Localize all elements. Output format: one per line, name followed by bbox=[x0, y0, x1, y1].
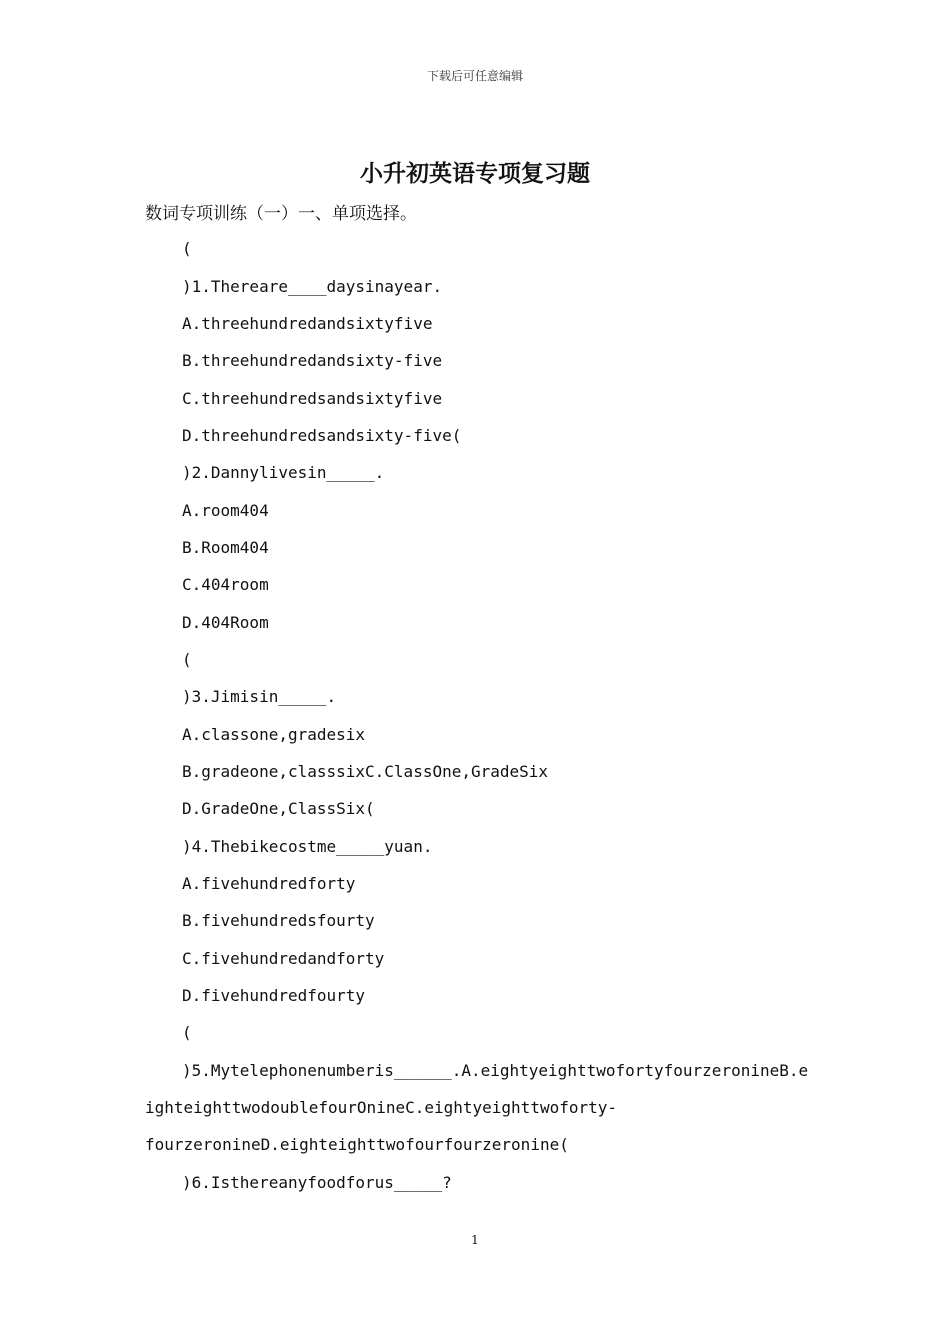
question-3-stem: )3.Jimisin_____. bbox=[182, 687, 337, 706]
question-5-line-1: )5.Mytelephonenumberis______.A.eightyeighttwofortyfourzeronineB.e bbox=[182, 1061, 809, 1080]
question-4-option-d: D.fivehundredfourty bbox=[182, 986, 366, 1005]
question-2-option-c: C.404room bbox=[182, 575, 269, 594]
question-3-option-b-c: B.gradeone,classsixC.ClassOne,GradeSix bbox=[182, 762, 549, 781]
question-1-option-d: D.threehundredsandsixty-five( bbox=[182, 426, 462, 445]
question-1-stem: )1.Thereare____daysinayear. bbox=[182, 277, 443, 296]
question-2-stem: )2.Dannylivesin_____. bbox=[182, 463, 385, 482]
question-4-option-b: B.fivehundredsfourty bbox=[182, 911, 375, 930]
question-open-paren: ( bbox=[182, 1023, 192, 1042]
question-open-paren: ( bbox=[182, 239, 192, 258]
question-5-line-3: fourzeronineD.eighteighttwofourfourzeronine( bbox=[145, 1135, 569, 1154]
question-1-option-a: A.threehundredandsixtyfive bbox=[182, 314, 433, 333]
question-2-option-a: A.room404 bbox=[182, 501, 269, 520]
question-4-option-a: A.fivehundredforty bbox=[182, 874, 356, 893]
question-4-stem: )4.Thebikecostme_____yuan. bbox=[182, 837, 433, 856]
question-3-option-d: D.GradeOne,ClassSix( bbox=[182, 799, 375, 818]
question-1-option-b: B.threehundredandsixty-five bbox=[182, 351, 443, 370]
question-2-option-b: B.Room404 bbox=[182, 538, 269, 557]
section-heading: 数词专项训练（一）一、单项选择。 bbox=[145, 204, 417, 224]
question-5-line-2: ighteighttwodoublefourOnineC.eightyeighttwoforty- bbox=[145, 1098, 618, 1117]
page-number: 1 bbox=[471, 1233, 479, 1247]
question-1-option-c: C.threehundredsandsixtyfive bbox=[182, 389, 443, 408]
question-3-option-a: A.classone,gradesix bbox=[182, 725, 366, 744]
question-2-option-d: D.404Room bbox=[182, 613, 269, 632]
question-4-option-c: C.fivehundredandforty bbox=[182, 949, 385, 968]
question-6-stem: )6.Isthereanyfoodforus_____? bbox=[182, 1173, 452, 1192]
question-open-paren: ( bbox=[182, 650, 192, 669]
header-note: 下载后可任意编辑 bbox=[426, 69, 523, 83]
document-title: 小升初英语专项复习题 bbox=[360, 160, 590, 187]
